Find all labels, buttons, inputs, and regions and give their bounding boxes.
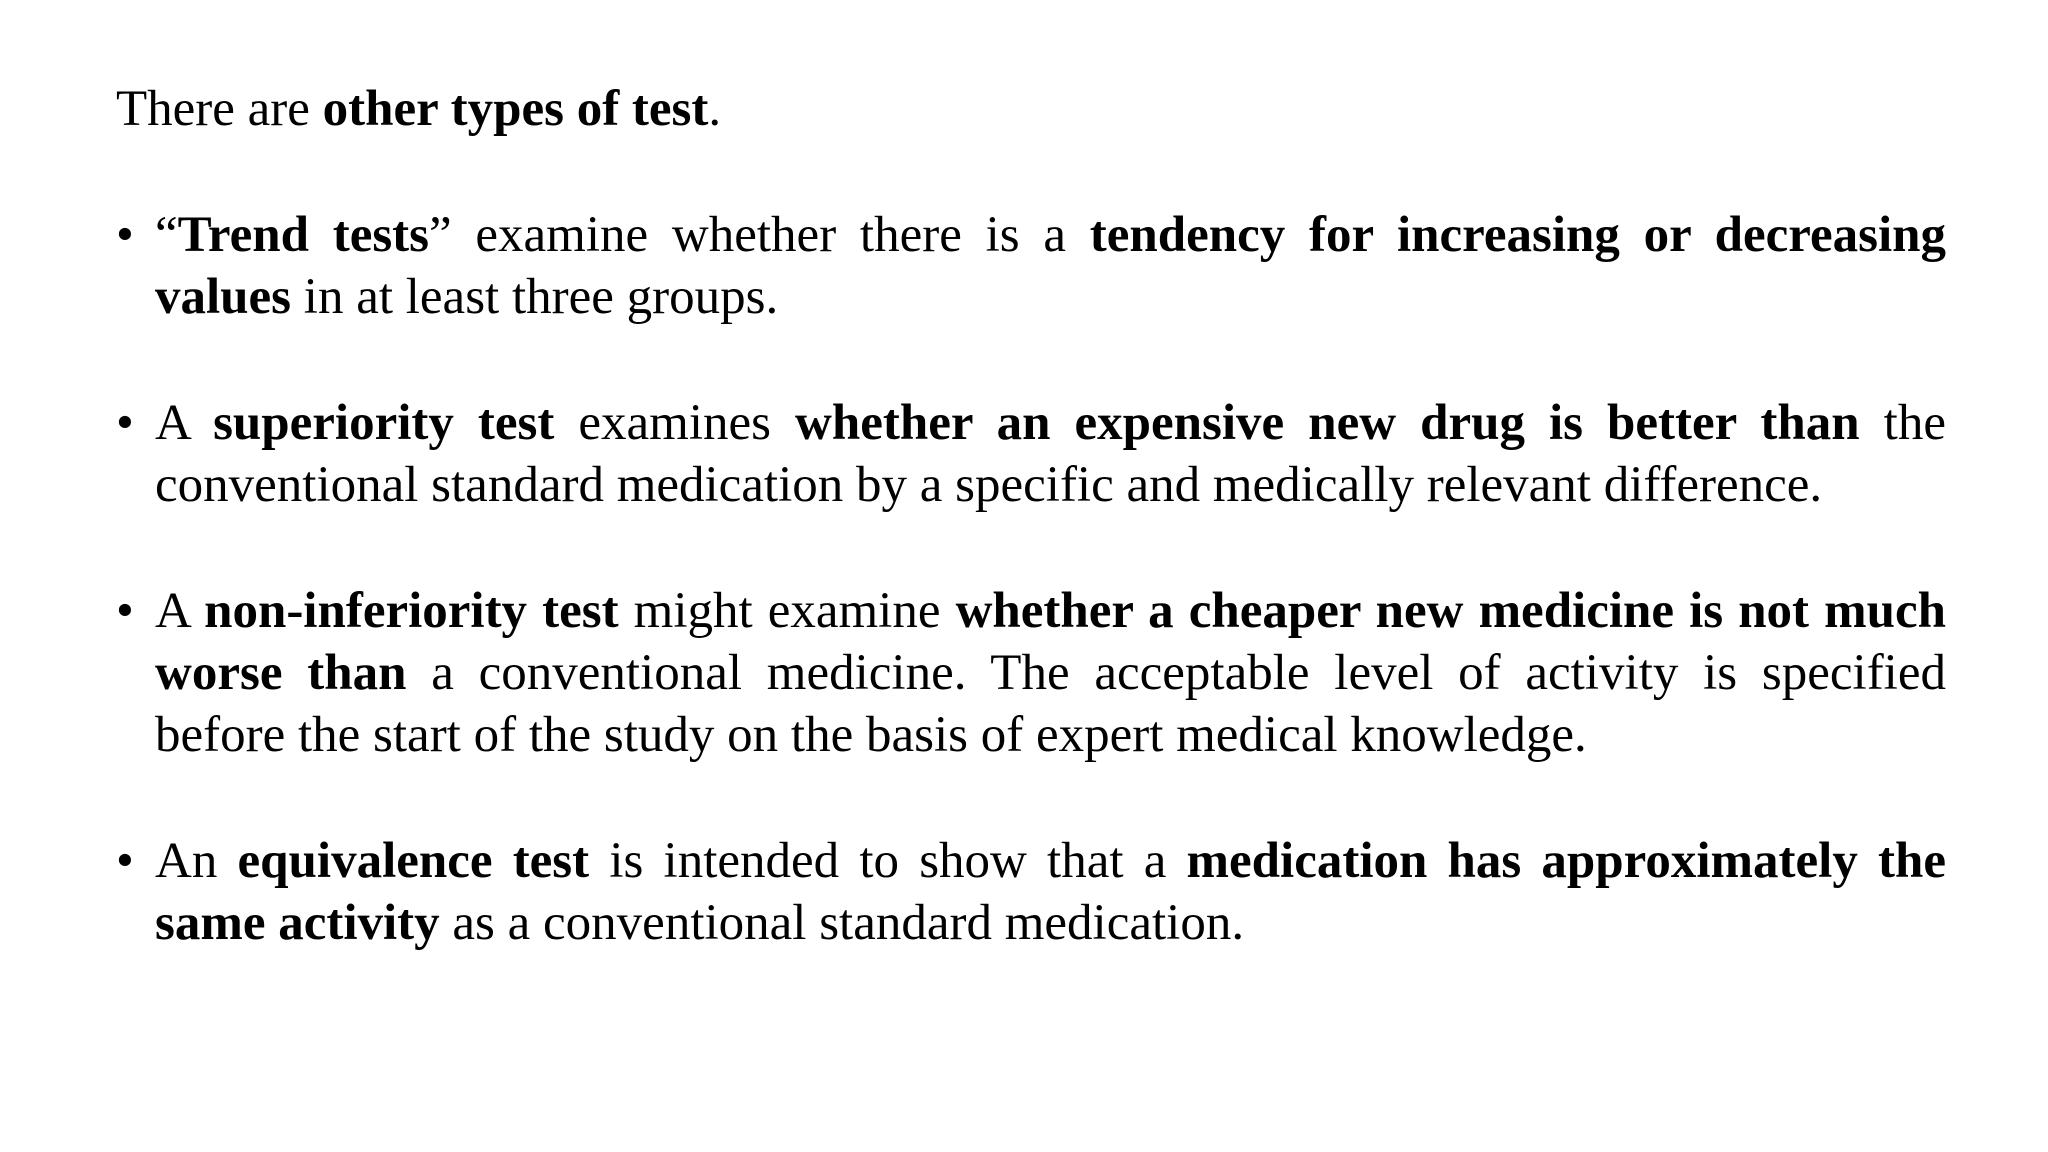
body-text: the conventional standard medication by a specific and medically relevant difference. [155, 395, 1946, 513]
body-text: examines [554, 395, 796, 451]
list-item [116, 204, 1946, 328]
body-text: a conventional medicine. The acceptable level of activity is specified before the start of the study on the basis of expert medical knowledge. [155, 645, 1946, 763]
body-text: A [155, 395, 214, 451]
bullet-icon: • [116, 395, 134, 451]
emphasis-text: whether a cheaper new medicine is not much worse than [155, 583, 1946, 701]
body-text: in at least three groups. [291, 269, 779, 325]
body-text: A [155, 583, 205, 639]
intro-prefix: There are [116, 81, 323, 137]
test-types-list [116, 204, 1946, 954]
intro-paragraph [116, 78, 1946, 140]
emphasis-text: Trend tests [177, 207, 430, 263]
list-item [116, 830, 1946, 954]
emphasis-text: medication has approximately the same activity [155, 833, 1946, 951]
intro-suffix: . [708, 81, 722, 137]
body-text: might examine [618, 583, 956, 639]
emphasis-text: equivalence test [237, 833, 590, 889]
slide-content [116, 78, 1946, 1018]
emphasis-text: non-inferiority test [204, 583, 619, 639]
bullet-icon: • [116, 207, 134, 263]
body-text: is intended to show that a [589, 833, 1187, 889]
body-text: “ [155, 207, 178, 263]
list-item-text [155, 207, 1946, 325]
body-text: as a conventional standard medication. [439, 895, 1245, 951]
list-item [116, 580, 1946, 766]
list-item [116, 392, 1946, 516]
bullet-icon: • [116, 833, 134, 889]
emphasis-text: tendency for increasing or decreasing values [155, 207, 1947, 325]
body-text: ” examine whether there is a [429, 207, 1090, 263]
list-item-text [155, 833, 1946, 951]
list-item-text [155, 395, 1946, 513]
list-item-text [155, 583, 1946, 763]
body-text: An [155, 833, 238, 889]
emphasis-text: whether an expensive new drug is better than [795, 395, 1860, 451]
bullet-icon: • [116, 583, 134, 639]
emphasis-text: superiority test [213, 395, 555, 451]
intro-emphasis: other types of test [322, 81, 709, 137]
